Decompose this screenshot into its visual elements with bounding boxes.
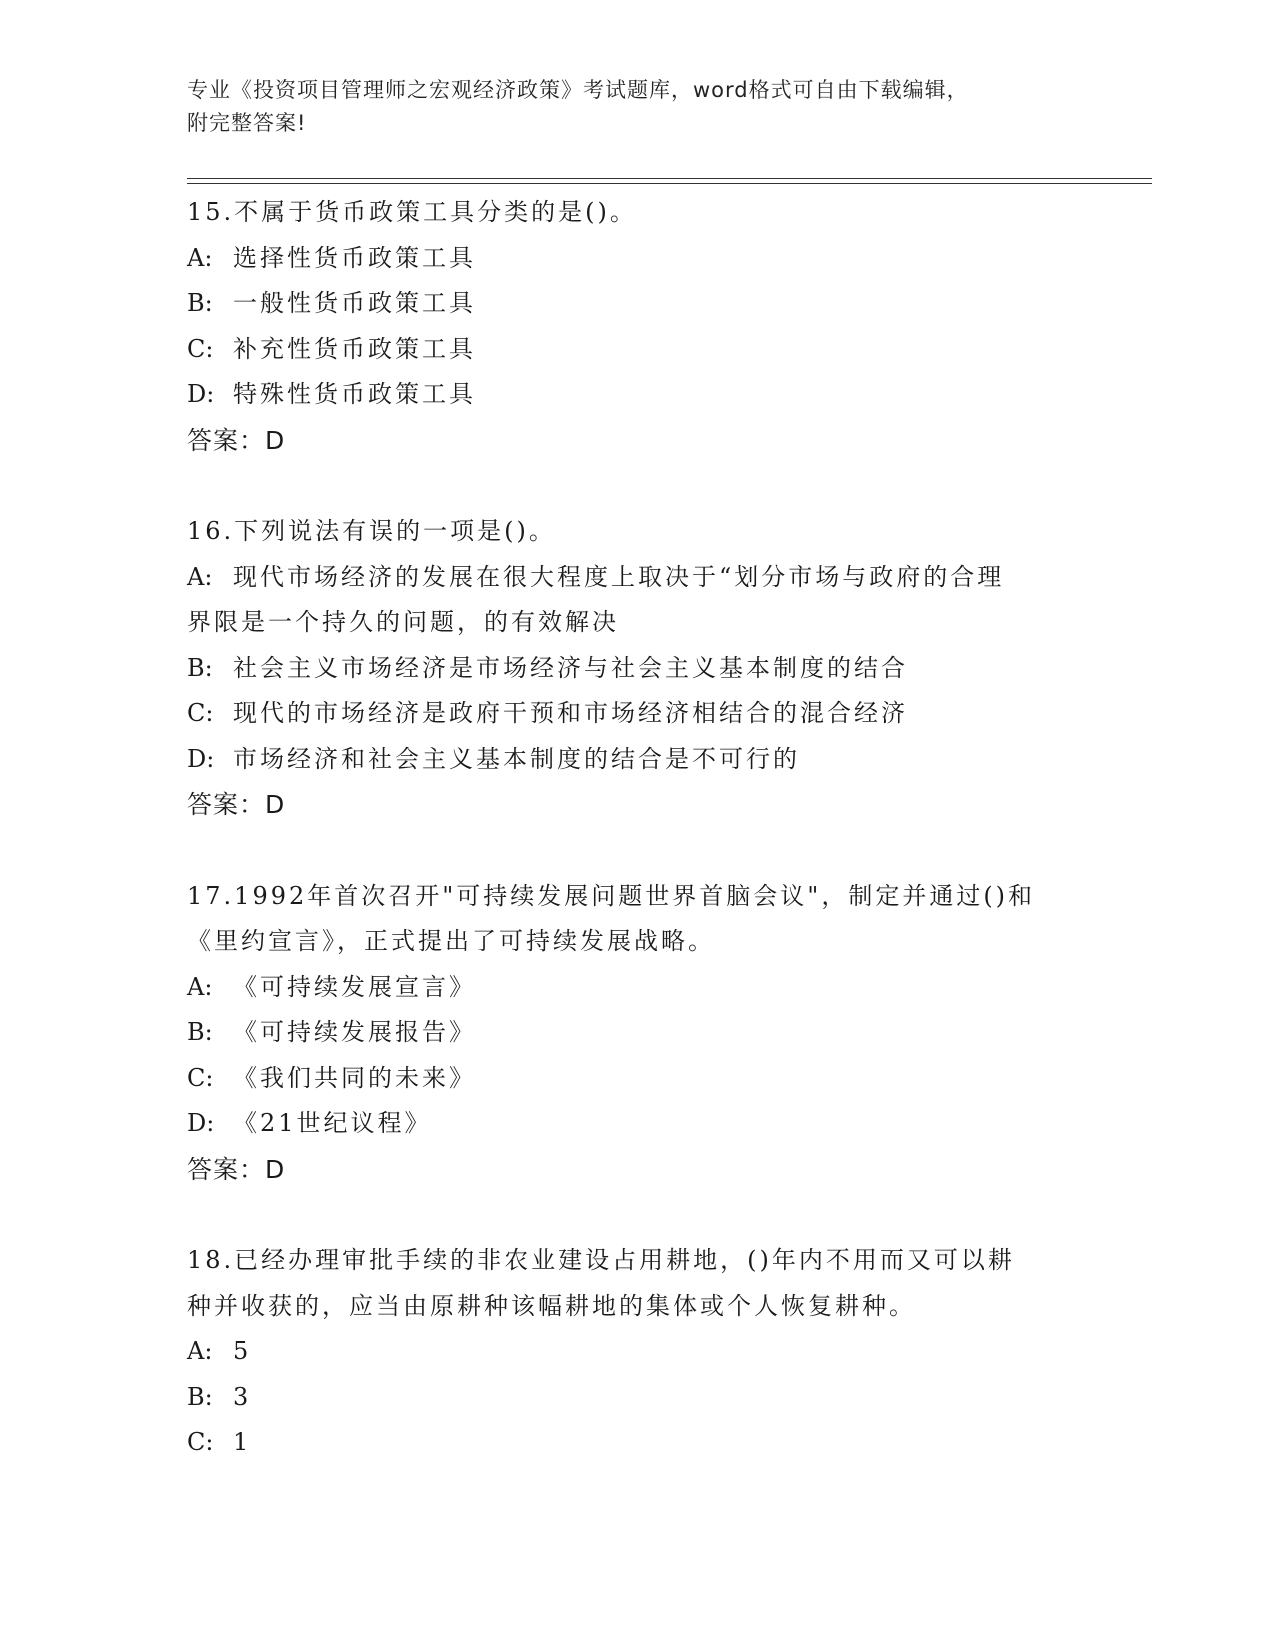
option-key: C: [187, 1428, 214, 1456]
question-15-option-a [187, 236, 1092, 282]
option-key: D: [187, 380, 215, 408]
option-text: 现代市场经济的发展在很大程度上取决于“划分市场与政府的合理 [233, 562, 1005, 591]
question-15-stem: 15.不属于货币政策工具分类的是()。 [187, 198, 637, 226]
option-text: 《我们共同的未来》 [233, 1063, 476, 1092]
question-16 [187, 509, 1092, 828]
option-text: 市场经济和社会主义基本制度的结合是不可行的 [233, 744, 800, 773]
option-text: 社会主义市场经济是市场经济与社会主义基本制度的结合 [233, 653, 908, 682]
question-17-stem-line-2: 《里约宣言》，正式提出了可持续发展战略。 [187, 927, 715, 955]
option-text: 3 [233, 1382, 252, 1411]
option-key: C: [187, 334, 214, 363]
option-key: A: [187, 562, 213, 591]
question-18-option-c [187, 1420, 1092, 1466]
question-17-option-b [187, 1010, 1092, 1056]
question-18-stem-line-2: 种并收获的，应当由原耕种该幅耕地的集体或个人恢复耕种。 [187, 1291, 916, 1320]
option-key: B: [187, 1018, 213, 1046]
option-text: 《可持续发展报告》 [233, 1018, 476, 1046]
document-header [187, 74, 1107, 140]
option-text: 一般性货币政策工具 [233, 289, 476, 317]
option-text: 1 [233, 1428, 252, 1456]
option-key: C: [187, 699, 214, 727]
question-16-option-a-continued: 界限是一个持久的问题，的有效解决 [187, 608, 619, 636]
option-text: 现代的市场经济是政府干预和市场经济相结合的混合经济 [233, 699, 908, 727]
option-key: C: [187, 1063, 214, 1092]
question-15 [187, 190, 1092, 463]
option-key: D: [187, 1109, 215, 1137]
question-16-answer: 答案：D [187, 790, 286, 819]
option-text: 《21世纪议程》 [233, 1109, 432, 1137]
header-rule-bottom [187, 183, 1152, 184]
question-17-answer: 答案：D [187, 1154, 286, 1184]
question-17-option-c [187, 1056, 1092, 1102]
question-15-option-d [187, 372, 1092, 418]
option-key: A: [187, 1337, 213, 1365]
header-line-1: 专业《投资项目管理师之宏观经济政策》考试题库，word格式可自由下载编辑， [187, 78, 969, 102]
question-list [187, 190, 1092, 1512]
question-17-stem-line-1: 17.1992年首次召开"可持续发展问题世界首脑会议"，制定并通过()和 [187, 881, 1036, 910]
question-18-stem-line-1: 18.已经办理审批手续的非农业建设占用耕地，()年内不用而又可以耕 [187, 1246, 1015, 1274]
option-text: 特殊性货币政策工具 [233, 380, 476, 408]
question-18-option-a [187, 1329, 1092, 1375]
question-15-answer: 答案：D [187, 425, 286, 455]
question-16-option-d [187, 737, 1092, 783]
option-text: 补充性货币政策工具 [233, 334, 476, 363]
header-line-2: 附完整答案! [187, 111, 307, 135]
question-16-option-a [187, 555, 1092, 601]
option-key: B: [187, 1382, 213, 1411]
question-17-option-d [187, 1101, 1092, 1147]
option-text: 选择性货币政策工具 [233, 243, 476, 272]
option-key: A: [187, 972, 213, 1001]
option-text: 《可持续发展宣言》 [233, 972, 476, 1001]
option-key: B: [187, 653, 213, 682]
question-16-option-c [187, 691, 1092, 737]
option-key: B: [187, 289, 213, 317]
question-15-option-c [187, 327, 1092, 373]
option-key: D: [187, 744, 215, 773]
question-18 [187, 1238, 1092, 1466]
question-16-option-b [187, 646, 1092, 692]
question-17-option-a [187, 965, 1092, 1011]
option-key: A: [187, 243, 213, 272]
question-15-option-b [187, 281, 1092, 327]
header-rule-top [187, 178, 1152, 179]
option-text: 5 [233, 1337, 252, 1365]
question-16-stem: 16.下列说法有误的一项是()。 [187, 517, 556, 545]
question-17 [187, 874, 1092, 1193]
question-18-option-b [187, 1375, 1092, 1421]
